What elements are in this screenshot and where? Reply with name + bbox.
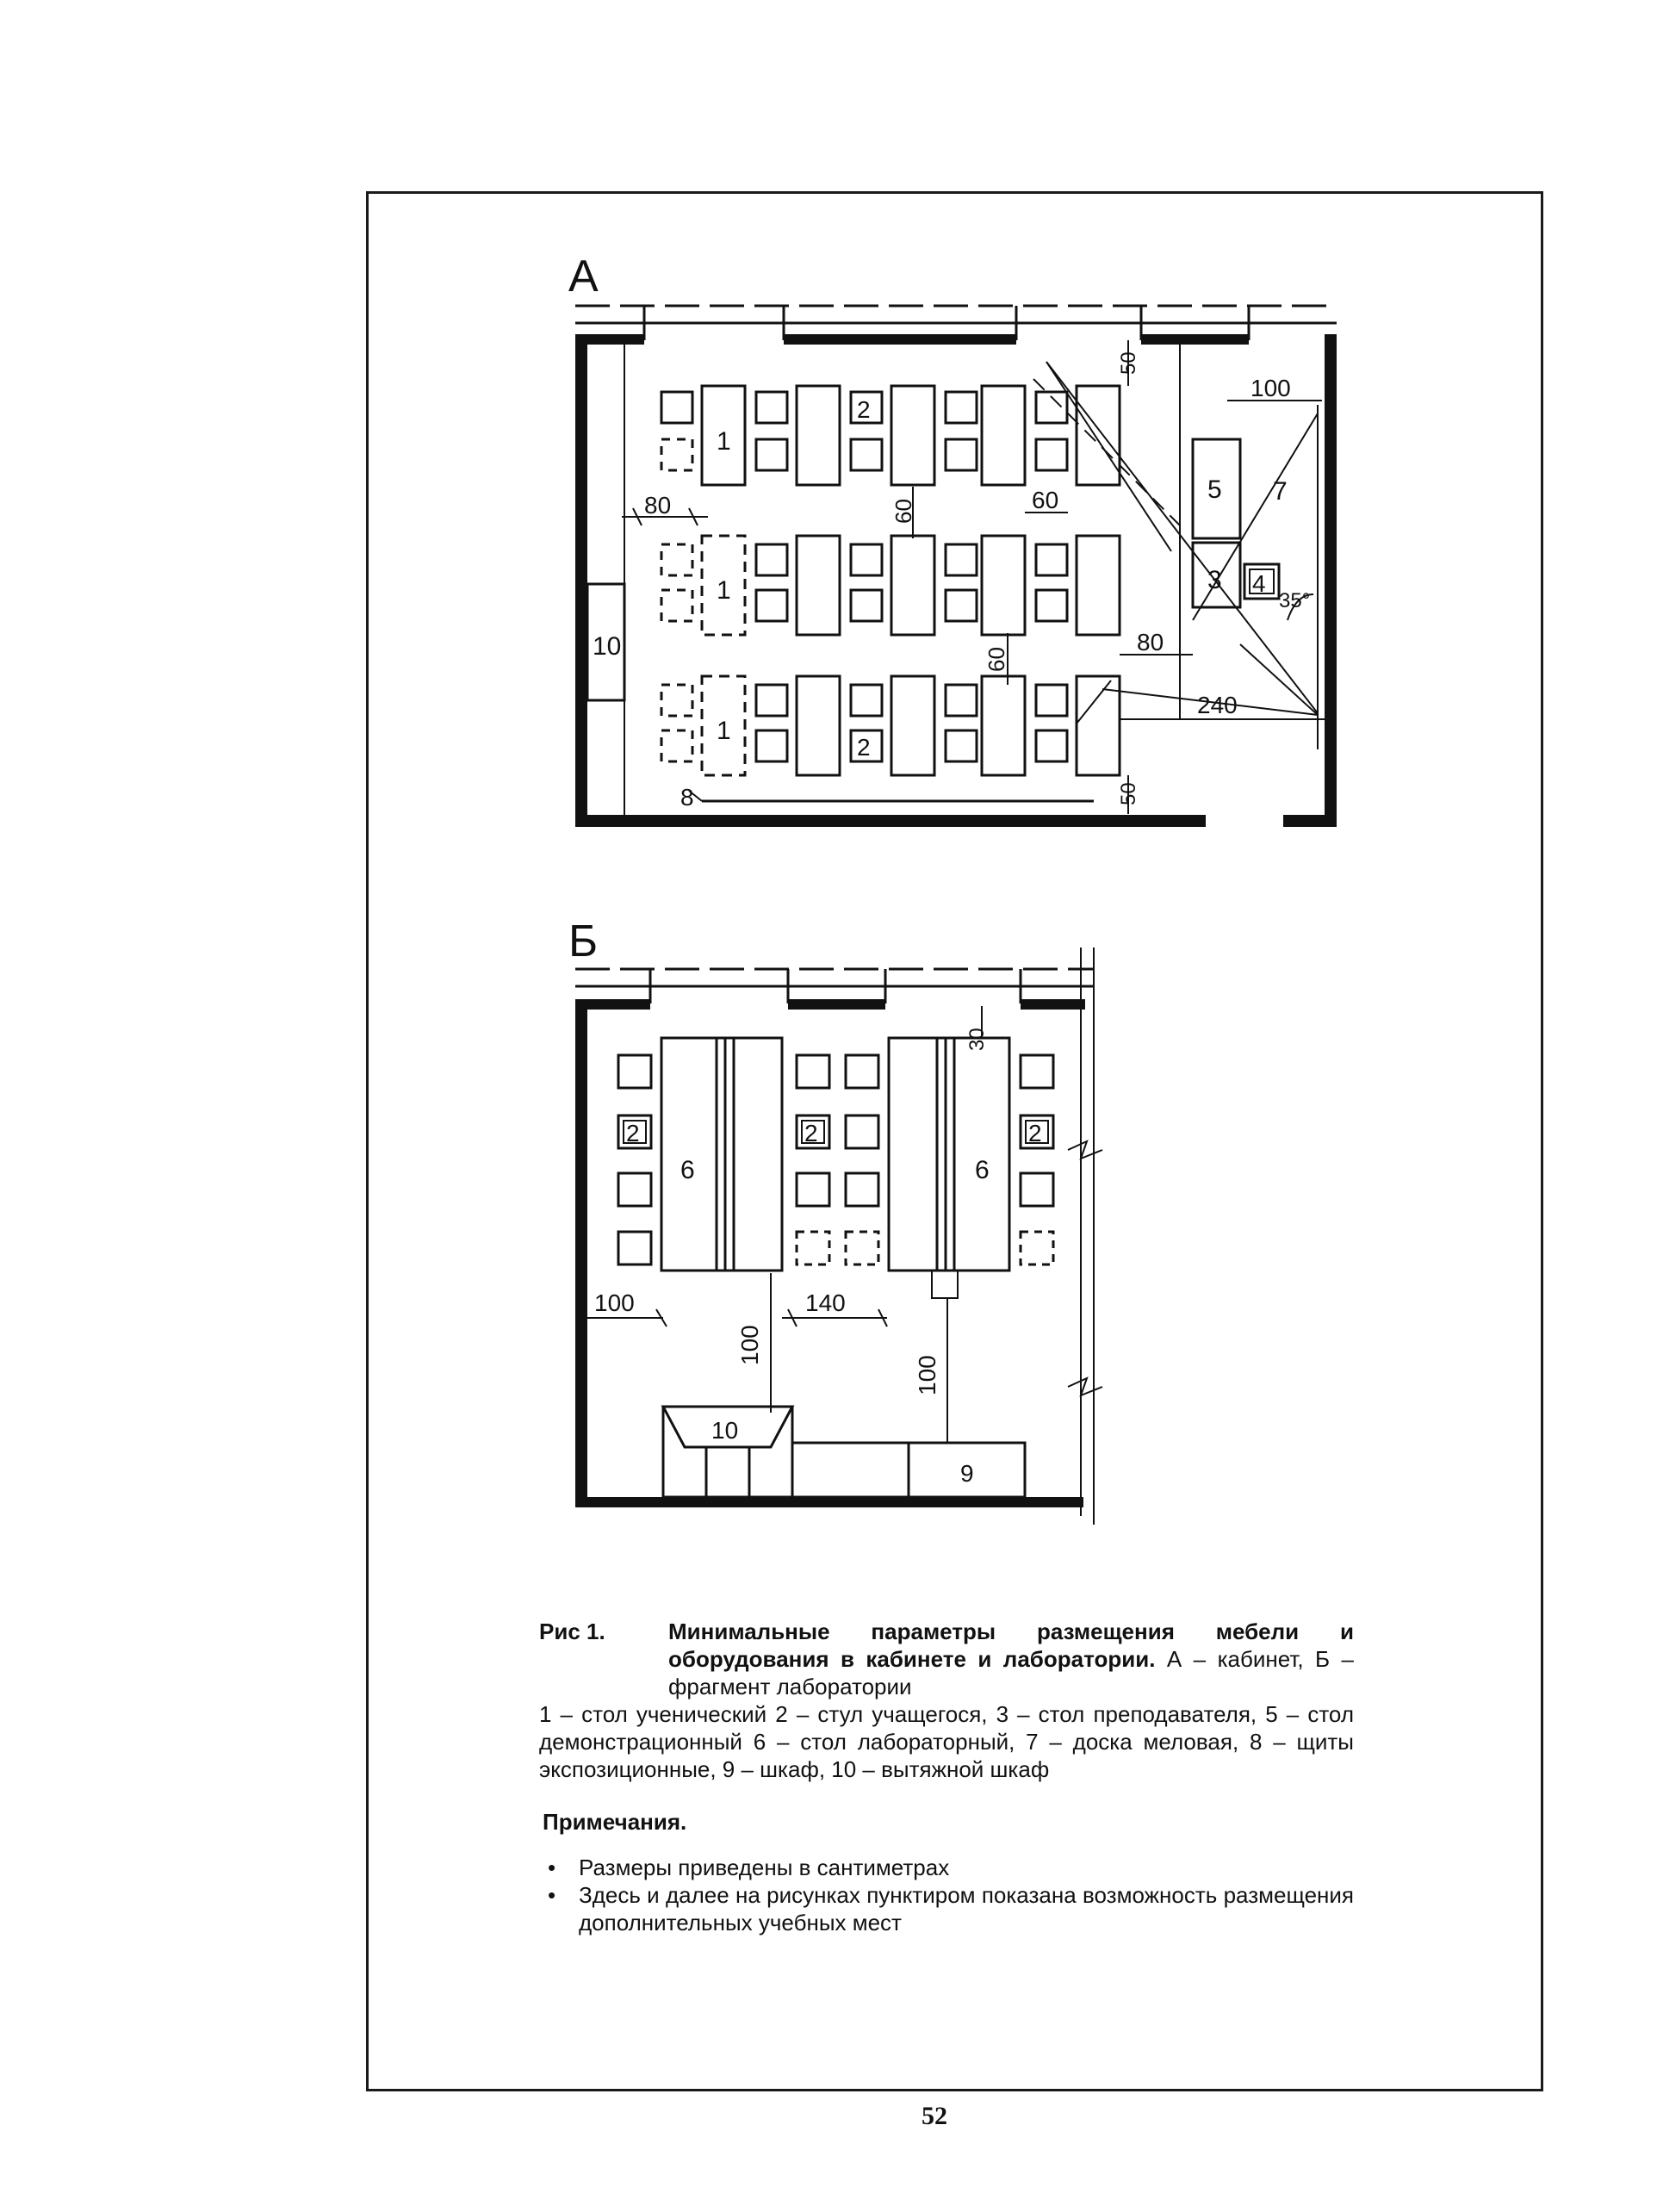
chair bbox=[618, 1232, 651, 1264]
student-desk bbox=[891, 676, 934, 775]
plan-b-right-chairs bbox=[1021, 1055, 1053, 1264]
chair bbox=[756, 730, 787, 761]
chair bbox=[756, 590, 787, 621]
fume-hood-mark: 10 bbox=[711, 1417, 739, 1444]
note-item: • Размеры приведены в сантиметрах bbox=[543, 1854, 1354, 1881]
chair bbox=[946, 392, 977, 423]
exposition-boards-mark: 8 bbox=[680, 784, 694, 811]
chair-optional bbox=[1021, 1232, 1053, 1264]
dim-50-top: 50 bbox=[1117, 351, 1140, 375]
chair bbox=[1021, 1055, 1053, 1088]
caption-legend: 1 – стол ученический 2 – стул учащегося, 3 – стол преподавателя, 5 – стол демонстрационный 6 – стол лабораторный, 7 – доска меловая, 8 – щиты экспозиционные, 9 – шкаф, 10 – вытяжной шкаф bbox=[539, 1701, 1354, 1782]
caption-title-rest: А – кабинет, Б – фрагмент лаборатории bbox=[668, 1646, 1355, 1699]
chair-optional bbox=[661, 590, 692, 621]
student-desk bbox=[797, 386, 840, 485]
chair bbox=[1021, 1173, 1053, 1206]
cabinet-mark: 9 bbox=[960, 1460, 974, 1487]
chair bbox=[846, 1055, 878, 1088]
caption-title-bold: Минимальные параметры размещения мебели и оборудования в кабинете и лаборатории. bbox=[668, 1619, 1354, 1672]
chair bbox=[946, 685, 977, 716]
student-desk bbox=[891, 386, 934, 485]
student-desk bbox=[891, 536, 934, 635]
student-desk bbox=[982, 536, 1025, 635]
plan-b-windows bbox=[575, 948, 1094, 1525]
chair-mark: 2 bbox=[804, 1120, 818, 1146]
desk-mark: 1 bbox=[717, 427, 731, 456]
dim-50-bottom: 50 bbox=[1117, 782, 1140, 805]
chair-optional bbox=[846, 1232, 878, 1264]
dim-100-v1: 100 bbox=[736, 1325, 763, 1365]
chair bbox=[756, 439, 787, 470]
chair bbox=[661, 392, 692, 423]
chair-optional bbox=[661, 439, 692, 470]
student-desk bbox=[1077, 386, 1120, 485]
student-desk bbox=[982, 386, 1025, 485]
plan-a-walls bbox=[575, 334, 1337, 827]
chair bbox=[618, 1173, 651, 1206]
dim-80-right: 80 bbox=[1137, 629, 1164, 656]
desk-mark: 1 bbox=[717, 717, 731, 745]
plan-a-label: А bbox=[568, 252, 599, 301]
caption-title bbox=[668, 1618, 1354, 1700]
chair bbox=[1036, 685, 1067, 716]
plan-b-label: Б bbox=[568, 916, 599, 966]
plan-a-fume-hood-mark: 10 bbox=[593, 632, 622, 661]
dim-30: 30 bbox=[965, 1028, 989, 1051]
plan-b-cabinet bbox=[792, 1443, 1025, 1497]
plan-a bbox=[568, 252, 1337, 827]
plan-b-fume-hood bbox=[663, 1407, 792, 1497]
chair bbox=[846, 1115, 878, 1148]
chair bbox=[756, 392, 787, 423]
desk-mark: 1 bbox=[717, 576, 731, 605]
chair bbox=[797, 1055, 829, 1088]
chair-optional bbox=[661, 730, 692, 761]
chair bbox=[1036, 544, 1067, 575]
caption-prefix: Рис 1. bbox=[539, 1619, 605, 1644]
plan-b-lab-table-2 bbox=[889, 1038, 1009, 1298]
chair-mark: 2 bbox=[626, 1120, 640, 1146]
chair bbox=[756, 544, 787, 575]
note-item: • Здесь и далее на рисунках пунктиром показана возможность размещения дополнительных учебных мест bbox=[543, 1881, 1354, 1936]
plan-b-dimensions bbox=[587, 1006, 989, 1443]
plan-a-row-1 bbox=[661, 386, 1120, 485]
student-desk bbox=[982, 676, 1025, 775]
lab-table bbox=[889, 1038, 1009, 1271]
chair bbox=[851, 685, 882, 716]
dim-100: 100 bbox=[1251, 375, 1291, 401]
student-desk bbox=[1077, 536, 1120, 635]
demo-table-mark: 5 bbox=[1207, 475, 1222, 504]
notes-title: Примечания. bbox=[543, 1809, 687, 1835]
chair bbox=[946, 439, 977, 470]
chair bbox=[1036, 439, 1067, 470]
chair bbox=[618, 1055, 651, 1088]
chair-mark: 2 bbox=[857, 396, 871, 423]
chair bbox=[851, 590, 882, 621]
item-4-mark: 4 bbox=[1252, 570, 1266, 597]
chair bbox=[797, 1173, 829, 1206]
chair bbox=[851, 439, 882, 470]
teacher-desk-mark: 3 bbox=[1207, 566, 1222, 594]
plan-a-row-3 bbox=[661, 676, 1120, 775]
break-mark bbox=[1068, 1378, 1102, 1395]
dim-60-b: 60 bbox=[1032, 487, 1059, 513]
figure-caption bbox=[539, 1618, 1354, 1783]
chair bbox=[756, 685, 787, 716]
chair bbox=[846, 1173, 878, 1206]
chair-mark: 2 bbox=[1028, 1120, 1042, 1146]
lab-table-mark: 6 bbox=[680, 1156, 695, 1184]
chair bbox=[1036, 590, 1067, 621]
plan-b-left-chairs bbox=[618, 1055, 651, 1264]
chair-optional bbox=[797, 1232, 829, 1264]
chalkboard-mark: 7 bbox=[1273, 477, 1288, 506]
chair bbox=[946, 730, 977, 761]
plan-b-lab-table-1 bbox=[661, 1038, 782, 1271]
plan-b-middle-chairs bbox=[797, 1055, 878, 1264]
chair-optional bbox=[661, 544, 692, 575]
break-mark bbox=[1068, 1141, 1102, 1159]
dim-100-v2: 100 bbox=[914, 1355, 940, 1395]
dim-100-left: 100 bbox=[594, 1289, 635, 1316]
dim-80-left: 80 bbox=[644, 492, 672, 519]
page-number: 52 bbox=[922, 2102, 947, 2130]
lab-table-mark: 6 bbox=[975, 1156, 990, 1184]
caption-head bbox=[539, 1618, 1354, 1700]
notes-list bbox=[543, 1854, 1354, 1936]
dim-140: 140 bbox=[805, 1289, 846, 1316]
dim-60-c: 60 bbox=[984, 647, 1009, 672]
lab-table bbox=[661, 1038, 782, 1271]
plan-a-row-2 bbox=[661, 536, 1120, 635]
plan-b bbox=[568, 916, 1102, 1525]
chair-mark: 2 bbox=[857, 734, 871, 761]
student-desk bbox=[797, 536, 840, 635]
dim-60-a: 60 bbox=[891, 499, 916, 524]
chair bbox=[851, 544, 882, 575]
dim-240: 240 bbox=[1197, 692, 1238, 718]
angle-label: 35° bbox=[1279, 589, 1311, 612]
student-desk bbox=[797, 676, 840, 775]
chair bbox=[946, 590, 977, 621]
chair bbox=[946, 544, 977, 575]
chair bbox=[1036, 730, 1067, 761]
chair-optional bbox=[661, 685, 692, 716]
